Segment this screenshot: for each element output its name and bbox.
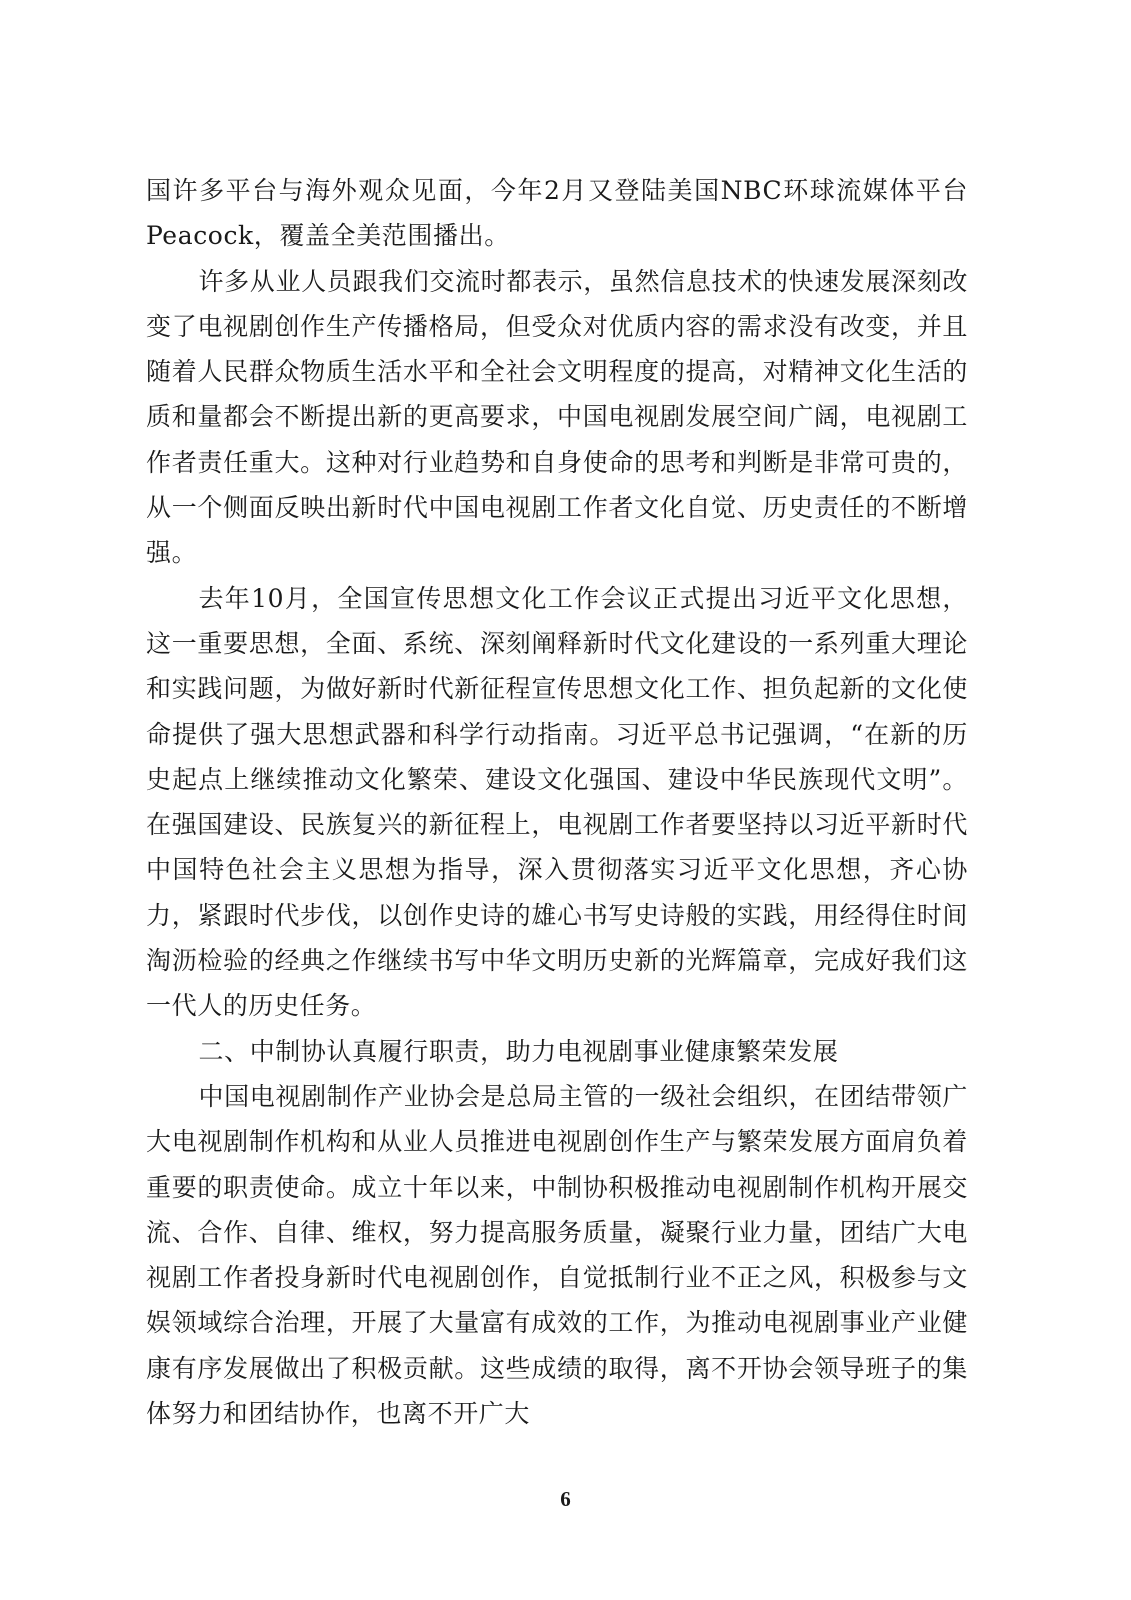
paragraph-cultural-thought: 去年10月，全国宣传思想文化工作会议正式提出习近平文化思想，这一重要思想，全面、系统、深刻阐释新时代文化建设的一系列重大理论和实践问题，为做好新时代新征程宣传思想文化工作、担负起新的文化使命提供了强大思想武器和科学行动指南。习近平总书记强调，“在新的历史起点上继续推动文化繁荣、建设文化强国、建设中华民族现代文明”。在强国建设、民族复兴的新征程上，电视剧工作者要坚持以习近平新时代中国特色社会主义思想为指导，深入贯彻落实习近平文化思想，齐心协力，紧跟时代步伐，以创作史诗的雄心书写史诗般的实践，用经得住时间淘沥检验的经典之作继续书写中华文明历史新的光辉篇章，完成好我们这一代人的历史任务。 (146, 583, 968, 1021)
body-text (146, 168, 968, 1436)
paragraph-industry-feedback: 许多从业人员跟我们交流时都表示，虽然信息技术的快速发展深刻改变了电视剧创作生产传播格局，但受众对优质内容的需求没有改变，并且随着人民群众物质生活水平和全社会文明程度的提高，对精神文化生活的质和量都会不断提出新的更高要求，中国电视剧发展空间广阔，电视剧工作者责任重大。这种对行业趋势和自身使命的思考和判断是非常可贵的，从一个侧面反映出新时代中国电视剧工作者文化自觉、历史责任的不断增强。 (146, 266, 968, 568)
page-number: 6 (560, 1487, 571, 1511)
paragraph-continuation: 国许多平台与海外观众见面，今年2月又登陆美国NBC环球流媒体平台Peacock，覆盖全美范围播出。 (146, 176, 968, 251)
section-heading: 二、中制协认真履行职责，助力电视剧事业健康繁荣发展 (198, 1036, 839, 1066)
paragraph-association: 中国电视剧制作产业协会是总局主管的一级社会组织，在团结带领广大电视剧制作机构和从业人员推进电视剧创作生产与繁荣发展方面肩负着重要的职责使命。成立十年以来，中制协积极推动电视剧制作机构开展交流、合作、自律、维权，努力提高服务质量，凝聚行业力量，团结广大电视剧工作者投身新时代电视剧创作，自觉抵制行业不正之风，积极参与文娱领域综合治理，开展了大量富有成效的工作，为推动电视剧事业产业健康有序发展做出了积极贡献。这些成绩的取得，离不开协会领导班子的集体努力和团结协作，也离不开广大 (146, 1081, 968, 1429)
